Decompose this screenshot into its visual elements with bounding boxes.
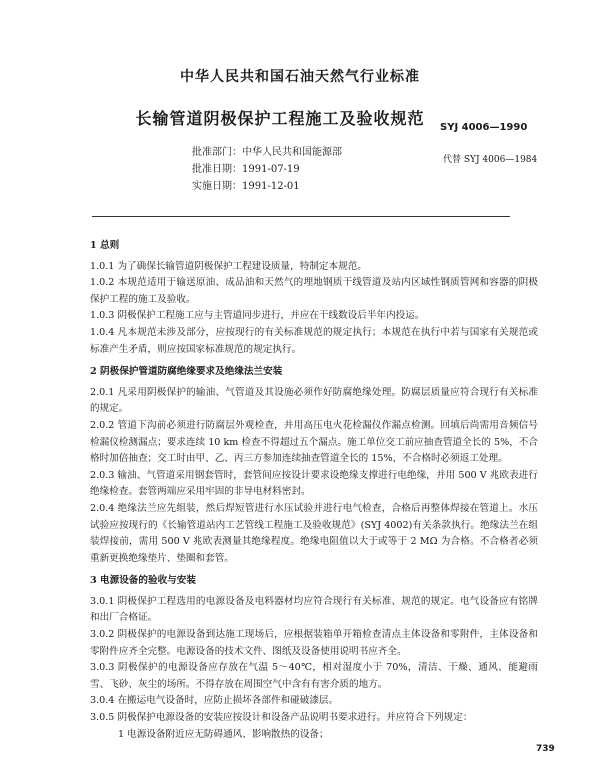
clause: 2.0.2 管道下沟前必须进行防腐层外观检查，并用高压电火花检漏仪作漏点检测。回填后尚需用音频信号检漏仪检测漏点；要求连续 10 km 检查不得超过五个漏点。施工单位交工前应抽查管道全长的 5%，不合格时加倍抽查；交工时由甲、乙、丙三方参加连续抽查管道全长的 15%，不合格时必须返工处理。 (90, 419, 538, 465)
clause: 3.0.4 在搬运电气设备时，应防止损坏各部件和碰破漆层。 (90, 695, 339, 707)
clause: 3.0.1 阴极保护工程选用的电源设备及电料器材均应符合现行有关标准、规范的规定。电气设备应有铭牌和出厂合格证。 (90, 595, 538, 624)
replaces-note: 代替 SYJ 4006—1984 (443, 155, 538, 165)
clause: 3.0.3 阴极保护的电源设备应存放在气温 5～40℃，相对湿度小于 70%，清洁、干燥、通风、能避雨雪、飞砂、灰尘的场所。不得存放在周围空气中含有有害介质的地方。 (90, 662, 538, 690)
approval-date: 批准日期：1991-07-19 (192, 164, 300, 175)
effective-date: 实施日期：1991-12-01 (192, 181, 300, 192)
page-number: 739 (536, 744, 555, 754)
document-title: 长输管道阴极保护工程施工及验收规范 (135, 109, 425, 128)
clause: 1.0.2 本规范适用于输送原油、成品油和天然气的埋地钢质干线管道及站内区域性钢质管网和容器的阴极保护工程的施工及验收。 (90, 277, 538, 305)
clause: 3.0.2 阴极保护的电源设备到达施工现场后，应根据装箱单开箱检查清点主体设备和零附件，主体设备和零附件应齐全完整。电源设备的技术文件、图纸及设备使用说明书应齐全。 (90, 629, 538, 657)
clause: 2.0.4 绝缘法兰应先组装，然后焊短管进行水压试验并进行电气检查，合格后再整体焊接在管道上。水压试验应按现行的《长输管道站内工艺管线工程施工及验收规范》(SYJ 4002)有关条款执行。绝缘法兰在组装焊接前，需用 500 V 兆欧表测量其绝缘程度。绝缘电阻值以大于或等于 2 MΩ 为合格。不合格者必须重新更换绝缘垫片、垫圈和套管。 (90, 502, 538, 564)
section-title: 2 阴极保护管道防腐绝缘要求及绝缘法兰安装 (90, 366, 283, 378)
section-title: 1 总则 (90, 240, 120, 251)
clause: 2.0.3 输油、气管道采用钢套管时，套管间应按设计要求设绝缘支撑进行电绝缘，并用 500 V 兆欧表进行绝缘检查。套管两端应采用牢固的非导电材料密封。 (90, 469, 538, 498)
industry-standard-heading: 中华人民共和国石油天然气行业标准 (180, 69, 420, 85)
sub-clause: 1 电源设备附近应无防碍通风、影响散热的设备； (118, 728, 329, 740)
clause: 1.0.1 为了确保长输管道阴极保护工程建设质量，特制定本规范。 (90, 260, 367, 272)
clause: 2.0.1 凡采用阴极保护的输油、气管道及其设施必须作好防腐绝缘处理。防腐层质量应符合现行有关标准的规定。 (90, 386, 538, 415)
clause: 1.0.3 阴极保护工程施工应与主管道同步进行，并应在干线数设后半年内投运。 (90, 310, 425, 322)
clause: 1.0.4 凡本规范未涉及部分，应按现行的有关标准规范的规定执行；本规范在执行中若与国家有关规范或标准产生矛盾，则应按国家标准规范的规定执行。 (90, 326, 538, 355)
approval-block (192, 144, 342, 195)
standard-code: SYJ 4006—1990 (440, 122, 528, 133)
document-body (90, 236, 538, 743)
clause: 3.0.5 阴极保护电源设备的安装应按设计和设备产品说明书要求进行。并应符合下列规定： (90, 712, 473, 724)
section-title: 3 电源设备的验收与安装 (90, 575, 196, 587)
header-divider (92, 216, 510, 217)
approval-department: 批准部门：中华人民共和国能源部 (192, 147, 342, 158)
